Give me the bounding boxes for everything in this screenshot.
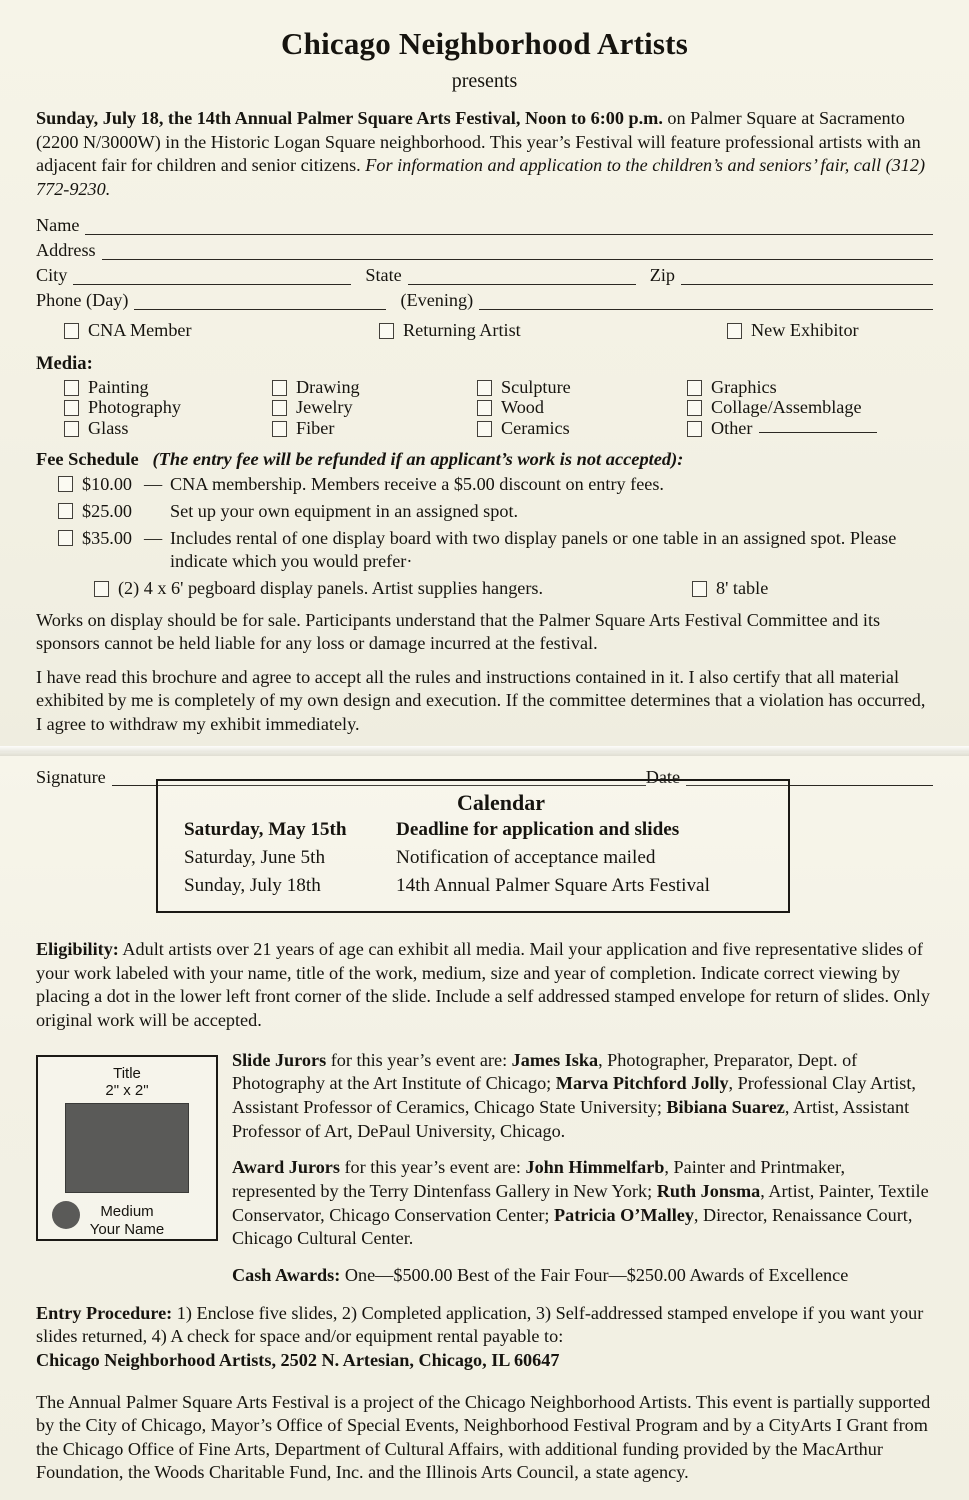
calendar-row — [158, 844, 788, 872]
award-juror-name-1: John Himmelfarb — [525, 1157, 665, 1178]
checkbox-box-icon — [687, 421, 702, 437]
fee-schedule-label: Fee Schedule — [36, 449, 139, 470]
address-input[interactable] — [102, 243, 933, 260]
checkbox-label: CNA Member — [88, 319, 192, 340]
checkbox-label: Ceramics — [501, 418, 570, 439]
slide-jurors-text-1: for this year’s event are: — [326, 1049, 512, 1070]
cash-awards-label: Cash Awards: — [232, 1264, 341, 1285]
media-row — [36, 418, 933, 439]
signature-label: Signature — [36, 767, 106, 787]
checkbox-label: Wood — [501, 397, 544, 418]
award-jurors-text-2: , Painter and Printmaker, represented by the Terry Dintenfass Gallery in New York; — [232, 1157, 846, 1201]
agreement-paragraph-2: I have read this brochure and agree to accept all the rules and instructions contained in it. I also certify that all material exhibited by me is completely of my own design and execution. If the committee determines that a violation has occurred, I agree to withdraw my exhibit immediately. — [36, 666, 926, 734]
checkbox-box-icon — [692, 581, 707, 597]
checkbox-box-icon — [94, 581, 109, 597]
checkbox-other[interactable] — [687, 418, 927, 439]
checkbox-label: 8' table — [716, 577, 769, 598]
media-heading: Media: — [36, 352, 93, 374]
slide-jurors-text-3: , Professional Clay Artist, Assistant Professor of Ceramics, Chicago State University; — [232, 1073, 916, 1117]
slide-title-line2: 2" x 2" — [105, 1082, 149, 1100]
slide-juror-name-2: Marva Pitchford Jolly — [555, 1073, 729, 1094]
city-input[interactable] — [73, 268, 351, 285]
calendar-box — [156, 779, 790, 913]
checkbox-box-icon — [58, 503, 73, 519]
jurors-text — [232, 1049, 933, 1288]
calendar-row — [158, 872, 788, 900]
checkbox-box-icon — [64, 323, 79, 339]
checkbox-fiber[interactable] — [272, 418, 477, 439]
name-input[interactable] — [85, 218, 933, 235]
fee-description: Set up your own equipment in an assigned spot. — [170, 500, 519, 521]
fee-dash: — — [144, 527, 163, 548]
checkbox-jewelry[interactable] — [272, 397, 477, 418]
fee-option-35[interactable] — [36, 527, 933, 574]
checkbox-cna-member[interactable] — [36, 320, 379, 341]
slide-caption-line2: Your Name — [89, 1220, 165, 1238]
checkbox-pegboard-panels[interactable] — [94, 578, 692, 599]
slide-juror-name-3: Bibiana Suarez — [666, 1096, 785, 1117]
intro-bold-lead: Sunday, July 18, the 14th Annual Palmer Square Arts Festival, Noon to 6:00 p.m. — [36, 108, 663, 128]
slide-jurors-text-4: , Artist, Assistant Professor of Art, DePaul University, Chicago. — [232, 1096, 910, 1141]
checkbox-label: Fiber — [296, 418, 335, 439]
city-label: City — [36, 265, 68, 286]
slide-title-line1: Title — [113, 1064, 141, 1082]
checkbox-glass[interactable] — [36, 418, 272, 439]
checkbox-box-icon — [477, 421, 492, 437]
checkbox-label: Sculpture — [501, 376, 571, 397]
date-label: Date — [645, 767, 681, 787]
checkbox-ceramics[interactable] — [477, 418, 687, 439]
checkbox-box-icon — [687, 400, 702, 416]
media-checkbox-grid — [36, 377, 933, 440]
phone-row — [36, 285, 933, 310]
entry-procedure-label: Entry Procedure: — [36, 1302, 173, 1323]
checkbox-8ft-table[interactable] — [692, 578, 768, 599]
checkbox-box-icon — [64, 380, 79, 396]
state-input[interactable] — [408, 268, 636, 285]
award-jurors-label: Award Jurors — [232, 1157, 340, 1178]
intro-paragraph — [36, 107, 933, 202]
checkbox-box-icon — [58, 530, 73, 546]
checkbox-label: Painting — [88, 376, 149, 397]
media-row — [36, 377, 933, 398]
slide-juror-name-1: James Iska — [511, 1049, 599, 1070]
checkbox-label: Photography — [88, 397, 181, 418]
entry-procedure-payee: Chicago Neighborhood Artists, 2502 N. Artesian, Chicago, IL 60647 — [36, 1349, 560, 1370]
fee-equipment-options — [36, 578, 933, 599]
zip-input[interactable] — [681, 268, 933, 285]
zip-label: Zip — [649, 265, 675, 286]
checkbox-returning-artist[interactable] — [379, 320, 727, 341]
calendar-description: Deadline for application and slides — [396, 819, 680, 840]
checkbox-box-icon — [272, 400, 287, 416]
slide-orientation-dot-icon — [52, 1201, 80, 1229]
checkbox-new-exhibitor[interactable] — [727, 320, 927, 341]
intro-rest: on Palmer Square at Sacramento (2200 N/3000W) in the Historic Logan Square neighborhood. This year’s Festival will feature professional artists with an adjacent fair for children and senior citizens. — [36, 108, 921, 176]
page-title: Chicago Neighborhood Artists — [281, 26, 688, 61]
checkbox-box-icon — [58, 476, 73, 492]
entry-procedure-text: 1) Enclose five slides, 2) Completed application, 3) Self-addressed stamped envelope if you want your slides returned, 4) A check for space and/or equipment rental payable to: — [36, 1302, 924, 1347]
checkbox-box-icon — [727, 323, 742, 339]
calendar-title: Calendar — [457, 790, 545, 815]
fee-amount: $35.00 — [82, 527, 133, 548]
calendar-date: Saturday, May 15th — [184, 819, 347, 840]
checkbox-graphics[interactable] — [687, 377, 927, 398]
phone-day-label: Phone (Day) — [36, 290, 129, 311]
fee-option-10[interactable] — [36, 473, 933, 497]
artist-status-row — [36, 320, 933, 341]
calendar-description: Notification of acceptance mailed — [396, 846, 656, 868]
eligibility-paragraph — [36, 938, 933, 1033]
calendar-date: Sunday, July 18th — [184, 874, 321, 896]
address-row — [36, 235, 933, 260]
slide-caption-line1: Medium — [100, 1203, 154, 1221]
checkbox-box-icon — [64, 421, 79, 437]
slide-jurors-text-2: , Photographer, Preparator, Dept. of Photography at the Art Institute of Chicago; — [232, 1049, 858, 1094]
award-jurors-text-4: , Director, Renaissance Court, Chicago Cultural Center. — [232, 1204, 913, 1249]
fee-description: Includes rental of one display board with two display panels or one table in an assigned spot. Please indicate which you would prefer· — [170, 527, 897, 572]
jurors-section — [0, 1049, 969, 1288]
fee-option-25[interactable] — [36, 500, 933, 524]
fee-schedule-heading — [36, 449, 933, 470]
phone-evening-input[interactable] — [479, 293, 933, 310]
fee-schedule-note: (The entry fee will be refunded if an applicant’s work is not accepted): — [152, 449, 684, 470]
media-row — [36, 397, 933, 418]
checkbox-box-icon — [687, 380, 702, 396]
checkbox-wood[interactable] — [477, 397, 687, 418]
checkbox-painting[interactable] — [36, 377, 272, 398]
checkbox-label: Drawing — [296, 376, 360, 397]
checkbox-label: Returning Artist — [403, 319, 521, 340]
calendar-row — [158, 816, 788, 844]
checkbox-box-icon — [379, 323, 394, 339]
checkbox-box-icon — [477, 380, 492, 396]
checkbox-label: Jewelry — [296, 397, 353, 418]
footer-paragraph: The Annual Palmer Square Arts Festival is a project of the Chicago Neighborhood Artists. This event is partially supported by the City of Chicago, Mayor’s Office of Special Events, Neighborhood Festival Program and by a CityArts I Grant from the Chicago Office of Fine Arts, Department of Cultural Affairs, with additional funding provided by the MacArthur Foundation, the Woods Charitable Fund, Inc. and the Illinois Arts Council, a state agency. — [36, 1391, 931, 1483]
checkbox-box-icon — [272, 380, 287, 396]
phone-evening-label: (Evening) — [400, 290, 474, 311]
phone-day-input[interactable] — [134, 293, 386, 310]
checkbox-label: (2) 4 x 6' pegboard display panels. Artist supplies hangers. — [118, 577, 544, 598]
slide-jurors-paragraph — [232, 1049, 933, 1144]
fee-description: CNA membership. Members receive a $5.00 discount on entry fees. — [170, 474, 664, 495]
fee-amount: $10.00 — [82, 474, 133, 495]
checkbox-box-icon — [477, 400, 492, 416]
fee-dash: — — [144, 474, 163, 495]
checkbox-drawing[interactable] — [272, 377, 477, 398]
address-label: Address — [36, 240, 96, 261]
calendar-date: Saturday, June 5th — [184, 846, 326, 868]
award-juror-name-2: Ruth Jonsma — [656, 1180, 761, 1201]
checkbox-label: Graphics — [711, 376, 777, 397]
slide-image-area — [65, 1103, 189, 1193]
agreement-paragraph-1: Works on display should be for sale. Participants understand that the Palmer Square Arts Festival Committee and its sponsors cannot be held liable for any loss or damage incurred at the festival. — [36, 609, 881, 654]
city-state-zip-row — [36, 260, 933, 285]
checkbox-photography[interactable] — [36, 397, 272, 418]
checkbox-sculpture[interactable] — [477, 377, 687, 398]
award-juror-name-3: Patricia O’Malley — [554, 1204, 694, 1225]
checkbox-box-icon — [64, 400, 79, 416]
presents-label: presents — [451, 70, 518, 92]
eligibility-text: Adult artists over 21 years of age can exhibit all media. Mail your application and five representative slides of your work labeled with your name, title of the work, medium, size and year of completion. Indicate correct viewing by placing a dot in the lower left front corner of the slide. Include a self addressed stamped envelope for return of slides. Only original work will be accepted. — [36, 939, 930, 1030]
award-jurors-paragraph — [232, 1156, 933, 1251]
slide-diagram-title — [38, 1065, 216, 1100]
slide-jurors-label: Slide Jurors — [232, 1049, 327, 1070]
entry-procedure-section — [36, 1302, 933, 1373]
checkbox-label: Glass — [88, 418, 129, 439]
name-row — [36, 210, 933, 235]
fee-schedule-list — [36, 473, 933, 599]
eligibility-label: Eligibility: — [36, 939, 119, 959]
checkbox-label: Other — [711, 418, 753, 439]
award-jurors-text-3: , Artist, Painter, Textile Conservator, Chicago Conservation Center; — [232, 1180, 929, 1225]
name-label: Name — [36, 215, 80, 236]
checkbox-label: Collage/Assemblage — [711, 397, 862, 418]
fee-amount: $25.00 — [82, 500, 133, 521]
award-jurors-text-1: for this year’s event are: — [339, 1157, 526, 1178]
checkbox-label: New Exhibitor — [751, 319, 859, 340]
intro-italic-tail: For information and application to the children’s and seniors’ fair, call (312) 772-9230. — [36, 155, 925, 199]
cash-awards-text: One—$500.00 Best of the Fair Four—$250.00 Awards of Excellence — [340, 1264, 849, 1285]
calendar-description: 14th Annual Palmer Square Arts Festival — [396, 874, 710, 896]
checkbox-box-icon — [272, 421, 287, 437]
cash-awards-paragraph — [232, 1264, 933, 1288]
checkbox-collage-assemblage[interactable] — [687, 397, 927, 418]
slide-labeling-diagram — [36, 1055, 218, 1241]
state-label: State — [365, 265, 402, 286]
other-media-input[interactable] — [759, 418, 877, 433]
